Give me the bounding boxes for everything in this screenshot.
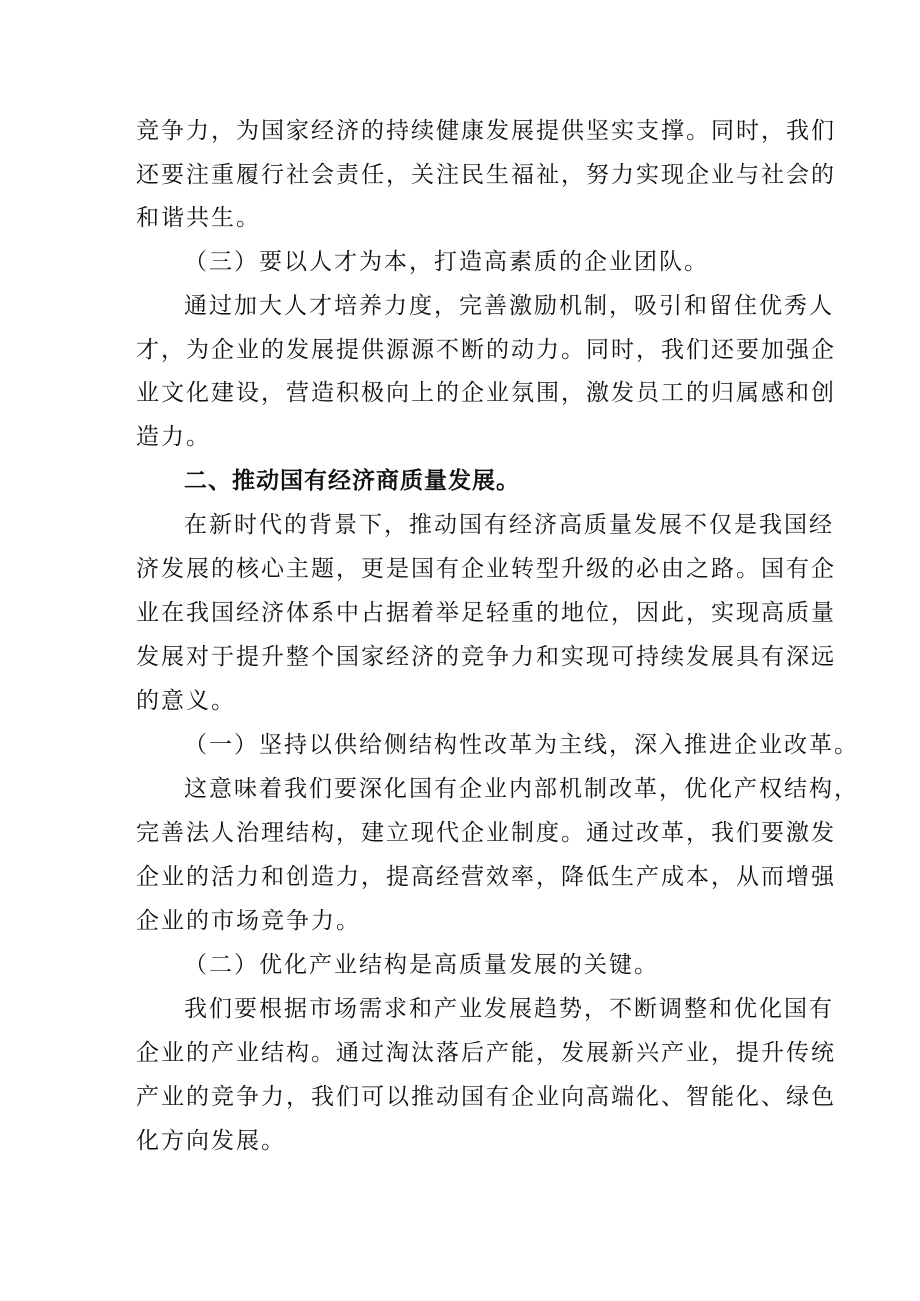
paragraph-line: 完善法人治理结构，建立现代企业制度。通过改革，我们要激发 xyxy=(136,820,836,846)
subheading-1: （一）坚持以供给侧结构性改革为主线，深入推进企业改革。 xyxy=(184,732,859,758)
paragraph-line: 产业的竞争力，我们可以推动国有企业向高端化、智能化、绿色 xyxy=(136,1084,836,1110)
subheading-3: （三）要以人才为本，打造高素质的企业团队。 xyxy=(184,249,709,275)
paragraph-line: 的意义。 xyxy=(136,688,236,714)
paragraph-line: 企业的产业结构。通过淘汰落后产能，发展新兴产业，提升传统 xyxy=(136,1040,836,1066)
paragraph-line: 发展对于提升整个国家经济的竞争力和实现可持续发展具有深远 xyxy=(136,644,836,670)
paragraph-line: 竞争力，为国家经济的持续健康发展提供坚实支撑。同时，我们 xyxy=(136,118,836,144)
paragraph-line: 济发展的核心主题，更是国有企业转型升级的必由之路。国有企 xyxy=(136,556,836,582)
paragraph-line: 才，为企业的发展提供源源不断的动力。同时，我们还要加强企 xyxy=(136,337,836,363)
subheading-2: （二）优化产业结构是高质量发展的关键。 xyxy=(184,952,659,978)
paragraph-line: 业文化建设，营造积极向上的企业氛围，激发员工的归属感和创 xyxy=(136,380,836,406)
paragraph-line: 这意味着我们要深化国有企业内部机制改革，优化产权结构， xyxy=(184,776,859,802)
paragraph-line: 企业的活力和创造力，提高经营效率，降低生产成本，从而增强 xyxy=(136,864,836,890)
paragraph-line: 业在我国经济体系中占据着举足轻重的地位，因此，实现高质量 xyxy=(136,600,836,626)
paragraph-line: 还要注重履行社会责任，关注民生福祉，努力实现企业与社会的 xyxy=(136,162,836,188)
paragraph-line: 化方向发展。 xyxy=(136,1128,286,1154)
paragraph-line: 造力。 xyxy=(136,424,211,450)
section-heading-2: 二、推动国有经济商质量发展。 xyxy=(184,468,520,494)
paragraph-line: 在新时代的背景下，推动国有经济高质量发展不仅是我国经 xyxy=(184,512,834,538)
paragraph-line: 企业的市场竞争力。 xyxy=(136,908,361,934)
paragraph-line: 我们要根据市场需求和产业发展趋势，不断调整和优化国有 xyxy=(184,996,834,1022)
paragraph-line: 通过加大人才培养力度，完善激励机制，吸引和留住优秀人 xyxy=(184,293,834,319)
paragraph-line: 和谐共生。 xyxy=(136,205,261,231)
